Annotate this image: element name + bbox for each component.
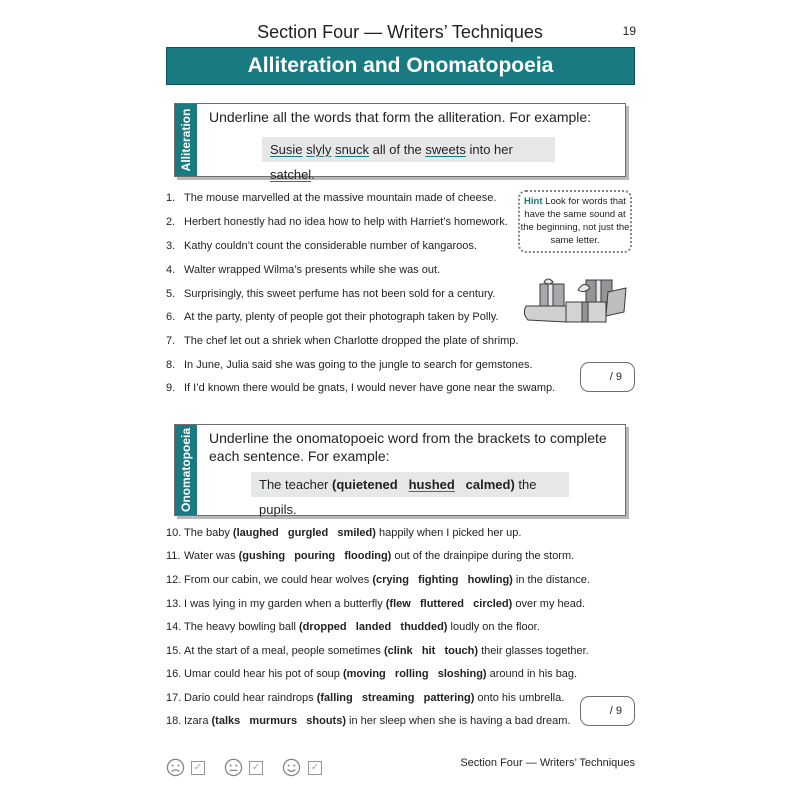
question-text: From our cabin, we could hear wolves <box>184 574 373 586</box>
question-text: around in his bag. <box>486 668 578 680</box>
example-word: snuck <box>335 142 370 157</box>
example-option: (quietened <box>332 477 398 492</box>
question-number: 5. <box>166 288 176 300</box>
checkbox[interactable]: ✓ <box>308 761 322 775</box>
alliteration-example <box>262 137 555 182</box>
question-number: 13. <box>166 598 182 610</box>
question-options: (gushing pouring flooding) <box>238 550 392 562</box>
example-word: satchel <box>270 167 312 182</box>
question-number: 3. <box>166 240 176 252</box>
question-number: 1. <box>166 192 176 204</box>
question-text: in her sleep when she is having a bad dream. <box>346 715 571 727</box>
question <box>166 668 577 680</box>
question-number: 7. <box>166 335 176 347</box>
footer-text: Section Four — Writers’ Techniques <box>460 757 635 769</box>
question <box>166 645 589 657</box>
question-number: 2. <box>166 216 176 228</box>
example-word: Susie <box>270 142 303 157</box>
question-number: 8. <box>166 359 176 371</box>
question-text: The mouse marvelled at the massive mountain made of cheese. <box>184 192 497 204</box>
onomatopoeia-tab <box>175 425 197 515</box>
question <box>166 335 518 347</box>
checkbox[interactable]: ✓ <box>249 761 263 775</box>
question-text: If I’d known there would be gnats, I would never have gone near the swamp. <box>184 382 556 394</box>
neutral-face-icon[interactable] <box>224 758 243 777</box>
question-options: (flew fluttered circled) <box>385 598 513 610</box>
question-text: out of the drainpipe during the storm. <box>391 550 575 562</box>
page-title: Alliteration and Onomatopoeia <box>166 47 635 85</box>
question <box>166 715 570 727</box>
alliteration-tab-label: Alliteration <box>179 108 193 172</box>
checkbox[interactable]: ✓ <box>191 761 205 775</box>
question-text: In June, Julia said she was going to the jungle to search for gemstones. <box>184 359 533 371</box>
question-text: The heavy bowling ball <box>184 621 299 633</box>
question-text: happily when I picked her up. <box>375 527 522 539</box>
question-text: Izara <box>184 715 212 727</box>
question-number: 4. <box>166 264 176 276</box>
question-number: 17. <box>166 692 182 704</box>
example-word: sweets <box>425 142 466 157</box>
question <box>166 550 574 562</box>
question-text: Surprisingly, this sweet perfume has not been sold for a century. <box>184 288 496 300</box>
alliteration-panel <box>174 103 626 182</box>
hint-label: Hint <box>524 196 543 207</box>
question-text: I was lying in my garden when a butterfly <box>184 598 386 610</box>
question-options: (falling streaming pattering) <box>316 692 475 704</box>
onomatopoeia-score-box: / 9 <box>580 696 635 726</box>
question-options: (crying fighting howling) <box>372 574 513 586</box>
question-number: 18. <box>166 715 182 727</box>
onomatopoeia-panel <box>174 424 626 516</box>
question-text: Umar could hear his pot of soup <box>184 668 343 680</box>
question-options: (talks murmurs shouts) <box>211 715 346 727</box>
question-number: 9. <box>166 382 176 394</box>
onomatopoeia-instruction: Underline the onomatopoeic word from the brackets to complete each sentence. For example: <box>209 430 607 464</box>
question-text: over my head. <box>512 598 586 610</box>
question <box>166 621 540 633</box>
question-number: 14. <box>166 621 182 633</box>
question <box>166 216 508 228</box>
hint-box <box>518 190 632 253</box>
question-options: (clink hit touch) <box>383 645 479 657</box>
question-text: The baby <box>184 527 233 539</box>
alliteration-tab <box>175 104 197 176</box>
hint-text: Look for words that have the same sound at the beginning, not just the same letter. <box>520 196 630 246</box>
question-text: Water was <box>184 550 239 562</box>
question <box>166 382 555 394</box>
question-number: 16. <box>166 668 182 680</box>
alliteration-score-box: / 9 <box>580 362 635 392</box>
example-text: The teacher <box>259 477 332 492</box>
question-text: At the party, plenty of people got their photograph taken by Polly. <box>184 311 499 323</box>
question <box>166 692 564 704</box>
question-options: (laughed gurgled smiled) <box>232 527 376 539</box>
question <box>166 359 533 371</box>
question-options: (moving rolling sloshing) <box>342 668 487 680</box>
question-text: The chef let out a shriek when Charlotte dropped the plate of shrimp. <box>184 335 519 347</box>
question <box>166 240 477 252</box>
question <box>166 192 496 204</box>
question-number: 11. <box>166 550 181 562</box>
sad-face-icon[interactable] <box>166 758 185 777</box>
question-text: in the distance. <box>512 574 590 586</box>
question-number: 12. <box>166 574 182 586</box>
question-text: Herbert honestly had no idea how to help with Harriet’s homework. <box>184 216 508 228</box>
question <box>166 574 590 586</box>
question-text: their glasses together. <box>478 645 589 657</box>
question-text: Walter wrapped Wilma’s presents while she was out. <box>184 264 441 276</box>
question-number: 15. <box>166 645 182 657</box>
question <box>166 527 521 539</box>
question-text: Dario could hear raindrops <box>184 692 317 704</box>
onomatopoeia-example <box>251 472 569 517</box>
example-option: calmed) <box>465 477 515 492</box>
question <box>166 288 495 300</box>
question-number: 10. <box>166 527 182 539</box>
example-text: the pupils. <box>259 477 537 517</box>
question <box>166 264 440 276</box>
presents-illustration <box>520 276 628 324</box>
alliteration-instruction: Underline all the words that form the alliteration. For example: <box>209 109 592 125</box>
question-number: 6. <box>166 311 176 323</box>
example-answer: hushed <box>408 477 455 492</box>
question-text: Kathy couldn’t count the considerable number of kangaroos. <box>184 240 477 252</box>
example-word: slyly <box>306 142 332 157</box>
onomatopoeia-tab-label: Onomatopoeia <box>179 427 193 513</box>
happy-face-icon[interactable] <box>282 758 301 777</box>
page-number: 19 <box>622 24 636 38</box>
section-header: Section Four — Writers’ Techniques <box>257 22 543 42</box>
example-text: . <box>311 167 315 182</box>
example-text: all of the <box>369 142 426 157</box>
question-options: (dropped landed thudded) <box>298 621 448 633</box>
question <box>166 311 499 323</box>
example-text: into her <box>465 142 513 157</box>
question-text: onto his umbrella. <box>474 692 565 704</box>
question-text: At the start of a meal, people sometimes <box>184 645 384 657</box>
question <box>166 598 585 610</box>
question-text: loudly on the floor. <box>447 621 540 633</box>
